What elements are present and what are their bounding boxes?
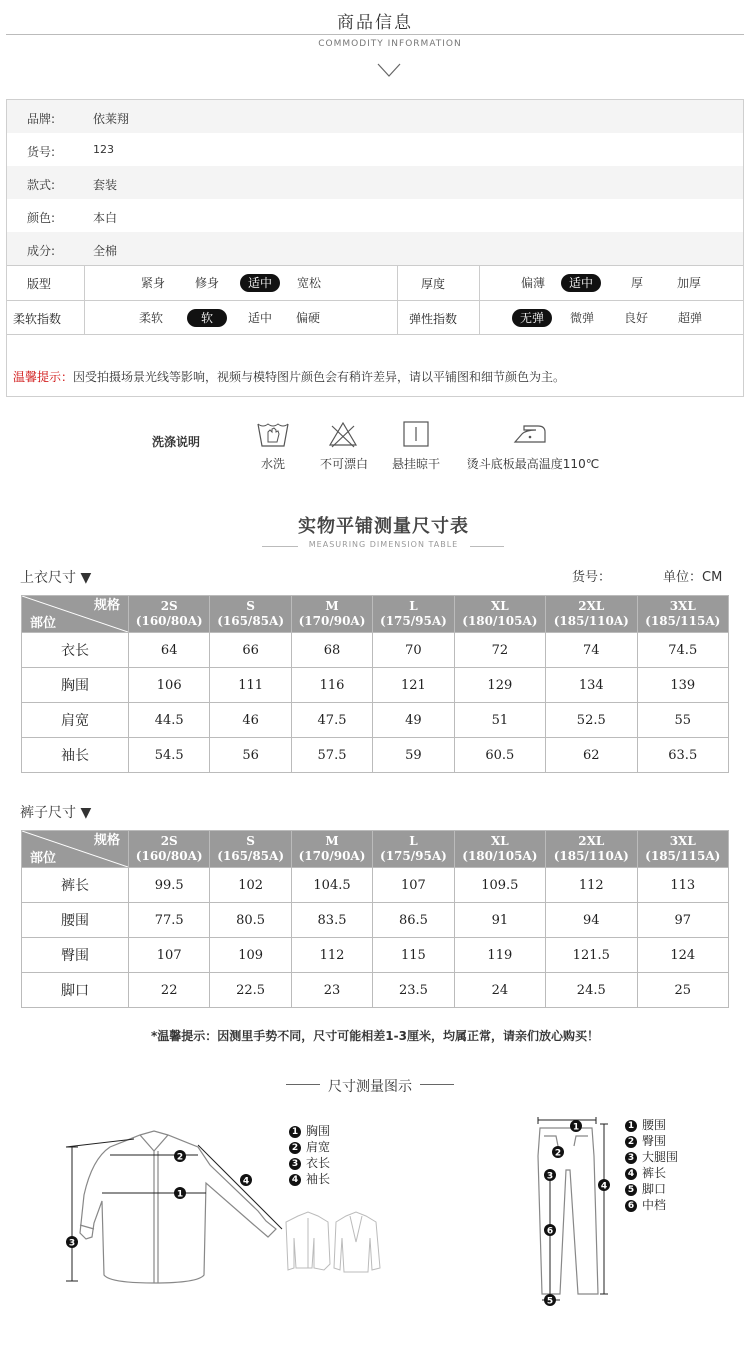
legend-item [625, 1134, 666, 1149]
size-header [373, 831, 454, 868]
info-row-item-no [7, 133, 743, 166]
table-cell: 97 [637, 903, 729, 938]
size-name: XL [490, 834, 509, 848]
svg-text:3: 3 [546, 1171, 554, 1182]
legend-number: 5 [625, 1184, 637, 1196]
size-header [546, 596, 637, 633]
size-header [637, 831, 729, 868]
thickness-option: 厚 [630, 276, 643, 290]
table-cell: 112 [546, 868, 637, 903]
table-cell: 23 [291, 973, 372, 1008]
size-name: S [246, 834, 255, 848]
table-row [22, 903, 729, 938]
table-cell: 113 [637, 868, 729, 903]
pants-size-title: 裤子尺寸 ▼ [20, 805, 92, 821]
info-key: 颜色: [27, 211, 56, 225]
table-cell: 47.5 [291, 703, 372, 738]
size-spec: (185/115A) [645, 849, 721, 863]
table-cell: 83.5 [291, 903, 372, 938]
corner-part: 部位 [30, 851, 57, 866]
table-cell: 109 [210, 938, 291, 973]
row-part: 肩宽 [22, 703, 129, 738]
thickness-option: 加厚 [676, 276, 701, 290]
table-cell: 72 [454, 633, 545, 668]
iron-icon [512, 420, 548, 446]
size-header [129, 831, 210, 868]
table-cell: 86.5 [373, 903, 454, 938]
table-cell: 64 [129, 633, 210, 668]
legend-label: 裤长 [642, 1166, 667, 1180]
table-cell: 119 [454, 938, 545, 973]
pants-diagram-icon [528, 1116, 618, 1308]
softness-option: 偏硬 [295, 311, 320, 325]
color-tip [13, 368, 565, 385]
legend-number: 6 [625, 1200, 637, 1212]
thickness-label: 厚度 [421, 277, 446, 291]
svg-text:5: 5 [546, 1296, 554, 1307]
row-part: 胸围 [22, 668, 129, 703]
corner-part: 部位 [30, 616, 57, 631]
attribute-grid [7, 265, 743, 335]
legend-label: 大腿围 [642, 1150, 679, 1164]
measure-note: *温馨提示：因测里手势不同，尺寸可能相差1-3厘米，均属正常，请亲们放心购买！ [151, 1029, 599, 1043]
size-name: M [325, 834, 339, 848]
elasticity-option-selected: 无弹 [512, 309, 552, 327]
legend-number: 4 [625, 1168, 637, 1180]
divider [420, 1084, 454, 1085]
svg-text:1: 1 [572, 1122, 580, 1133]
table-cell: 54.5 [129, 738, 210, 773]
fit-option-selected: 适中 [240, 274, 280, 292]
elasticity-label: 弹性指数 [409, 312, 458, 326]
svg-text:4: 4 [242, 1176, 250, 1187]
table-cell: 51 [454, 703, 545, 738]
table-cell: 24 [454, 973, 545, 1008]
info-row-style [7, 166, 743, 199]
item-no-label: 货号： [572, 570, 612, 585]
legend-item [625, 1182, 666, 1197]
table-cell: 99.5 [129, 868, 210, 903]
table-cell: 102 [210, 868, 291, 903]
size-name: 3XL [669, 599, 696, 613]
legend-label: 中档 [642, 1198, 667, 1212]
wash-label: 不可漂白 [319, 457, 368, 471]
tip-prefix: 温馨提示： [13, 370, 74, 384]
table-cell: 22 [129, 973, 210, 1008]
svg-text:2: 2 [554, 1148, 562, 1159]
info-key: 货号: [27, 145, 56, 159]
legend-number: 3 [625, 1152, 637, 1164]
wash-label: 悬挂晾干 [391, 457, 440, 471]
table-cell: 74 [546, 633, 637, 668]
table-row [22, 868, 729, 903]
legend-item [289, 1140, 330, 1155]
elasticity-option: 良好 [623, 311, 648, 325]
legend-item [289, 1172, 330, 1187]
table-cell: 49 [373, 703, 454, 738]
legend-label: 腰围 [642, 1118, 667, 1132]
table-cell: 139 [637, 668, 729, 703]
softness-option: 柔软 [138, 311, 163, 325]
fit-option: 宽松 [296, 276, 321, 290]
thickness-option-selected: 适中 [561, 274, 601, 292]
legend-label: 胸围 [306, 1124, 331, 1138]
table-cell: 46 [210, 703, 291, 738]
corner-header [22, 831, 129, 868]
table-cell: 56 [210, 738, 291, 773]
page-subtitle: COMMODITY INFORMATION [318, 39, 462, 49]
table-row [22, 633, 729, 668]
info-key: 款式: [27, 178, 56, 192]
size-spec: (170/90A) [298, 614, 366, 628]
chevron-down-icon [377, 62, 401, 78]
info-value: 依莱翔 [93, 112, 130, 126]
svg-text:3: 3 [68, 1238, 76, 1249]
size-header [210, 596, 291, 633]
info-value: 123 [93, 143, 114, 156]
size-spec: (170/90A) [298, 849, 366, 863]
pants-size-table [21, 830, 729, 1008]
divider [397, 266, 398, 335]
table-row [22, 703, 729, 738]
svg-text:2: 2 [176, 1152, 184, 1163]
row-part: 腰围 [22, 903, 129, 938]
table-row [22, 938, 729, 973]
size-spec: (180/105A) [462, 849, 538, 863]
info-value: 套装 [93, 178, 118, 192]
table-cell: 106 [129, 668, 210, 703]
table-cell: 121 [373, 668, 454, 703]
legend-item [625, 1150, 678, 1165]
elasticity-option: 微弹 [569, 311, 594, 325]
size-header [291, 596, 372, 633]
table-row [22, 668, 729, 703]
size-header [210, 831, 291, 868]
table-cell: 63.5 [637, 738, 729, 773]
corner-spec: 规格 [93, 833, 120, 848]
size-header [546, 831, 637, 868]
elasticity-option: 超弹 [677, 311, 702, 325]
legend-label: 衣长 [306, 1156, 331, 1170]
table-cell: 74.5 [637, 633, 729, 668]
table-cell: 134 [546, 668, 637, 703]
jacket-thumbnail-icon [284, 1208, 388, 1280]
row-part: 衣长 [22, 633, 129, 668]
size-spec: (165/85A) [217, 614, 284, 628]
size-name: L [409, 599, 418, 613]
size-header [291, 831, 372, 868]
table-row [22, 738, 729, 773]
size-name: 3XL [669, 834, 696, 848]
table-cell: 104.5 [291, 868, 372, 903]
info-key: 品牌: [27, 112, 56, 126]
legend-label: 臀围 [642, 1134, 667, 1148]
table-cell: 62 [546, 738, 637, 773]
page-title: 商品信息 [337, 13, 413, 33]
row-part: 脚口 [22, 973, 129, 1008]
figure-title: 尺寸测量图示 [328, 1079, 412, 1095]
table-cell: 109.5 [454, 868, 545, 903]
corner-header [22, 596, 129, 633]
table-cell: 112 [291, 938, 372, 973]
size-spec: (185/110A) [553, 614, 629, 628]
divider [470, 546, 504, 547]
table-cell: 77.5 [129, 903, 210, 938]
legend-item [289, 1156, 330, 1171]
info-row-brand [7, 100, 743, 133]
table-cell: 24.5 [546, 973, 637, 1008]
size-header [129, 596, 210, 633]
tip-text: 因受拍摄场景光线等影响，视频与模特图片颜色会有稍许差异，请以平铺图和细节颜色为主。 [73, 370, 566, 384]
table-cell: 116 [291, 668, 372, 703]
table-cell: 60.5 [454, 738, 545, 773]
fit-option: 紧身 [140, 276, 165, 290]
table-cell: 107 [129, 938, 210, 973]
svg-text:4: 4 [600, 1181, 608, 1192]
svg-text:6: 6 [546, 1226, 554, 1237]
table-cell: 94 [546, 903, 637, 938]
info-row-material [7, 232, 743, 265]
legend-item [625, 1118, 666, 1133]
table-cell: 22.5 [210, 973, 291, 1008]
top-size-title: 上衣尺寸 ▼ [20, 570, 92, 586]
shirt-diagram-icon [58, 1125, 290, 1290]
size-spec: (175/95A) [380, 849, 447, 863]
table-cell: 80.5 [210, 903, 291, 938]
info-value: 本白 [93, 211, 118, 225]
fit-option: 修身 [194, 276, 219, 290]
size-name: XL [490, 599, 509, 613]
softness-option: 适中 [247, 311, 272, 325]
table-row [22, 973, 729, 1008]
row-part: 裤长 [22, 868, 129, 903]
size-name: 2S [160, 599, 178, 613]
info-row-color [7, 199, 743, 232]
legend-number: 1 [625, 1120, 637, 1132]
softness-label: 柔软指数 [13, 312, 62, 326]
hang-dry-icon [402, 420, 430, 448]
legend-item [625, 1166, 666, 1181]
table-cell: 91 [454, 903, 545, 938]
top-size-table [21, 595, 729, 773]
size-spec: (175/95A) [380, 614, 447, 628]
table-cell: 57.5 [291, 738, 372, 773]
size-name: L [409, 834, 418, 848]
size-name: 2XL [578, 599, 605, 613]
legend-number: 4 [289, 1174, 301, 1186]
thickness-option: 偏薄 [520, 276, 545, 290]
size-spec: (185/110A) [553, 849, 629, 863]
size-spec: (185/115A) [645, 614, 721, 628]
table-cell: 44.5 [129, 703, 210, 738]
info-key: 成分: [27, 244, 56, 258]
table-cell: 68 [291, 633, 372, 668]
table-cell: 52.5 [546, 703, 637, 738]
measure-table-subtitle: MEASURING DIMENSION TABLE [308, 540, 459, 549]
info-value: 全棉 [93, 244, 118, 258]
legend-item [289, 1124, 330, 1139]
fit-label: 版型 [27, 277, 52, 291]
row-part: 臀围 [22, 938, 129, 973]
table-cell: 124 [637, 938, 729, 973]
size-header [454, 831, 545, 868]
table-cell: 121.5 [546, 938, 637, 973]
table-cell: 107 [373, 868, 454, 903]
row-part: 袖长 [22, 738, 129, 773]
divider [479, 266, 480, 335]
corner-spec: 规格 [93, 598, 120, 613]
size-name: 2S [160, 834, 178, 848]
hand-wash-icon [256, 420, 290, 450]
table-cell: 23.5 [373, 973, 454, 1008]
size-header [454, 596, 545, 633]
legend-number: 2 [625, 1136, 637, 1148]
table-cell: 59 [373, 738, 454, 773]
unit-label: 单位：CM [663, 570, 723, 585]
product-info-panel [6, 99, 744, 397]
table-cell: 115 [373, 938, 454, 973]
table-cell: 129 [454, 668, 545, 703]
size-spec: (160/80A) [135, 849, 203, 863]
wash-title: 洗涤说明 [152, 435, 201, 449]
legend-label: 脚口 [642, 1182, 667, 1196]
softness-option-selected: 软 [187, 309, 227, 327]
legend-number: 2 [289, 1142, 301, 1154]
no-bleach-icon [328, 420, 358, 448]
table-cell: 25 [637, 973, 729, 1008]
legend-number: 1 [289, 1126, 301, 1138]
size-spec: (165/85A) [217, 849, 284, 863]
header-divider [6, 34, 744, 35]
table-cell: 66 [210, 633, 291, 668]
wash-label: 水洗 [260, 457, 285, 471]
table-cell: 55 [637, 703, 729, 738]
size-spec: (180/105A) [462, 614, 538, 628]
table-cell: 70 [373, 633, 454, 668]
legend-label: 袖长 [306, 1172, 331, 1186]
table-cell: 111 [210, 668, 291, 703]
wash-label: 烫斗底板最高温度110℃ [466, 457, 600, 471]
size-header [373, 596, 454, 633]
size-name: M [325, 599, 339, 613]
size-name: 2XL [578, 834, 605, 848]
divider [7, 300, 743, 301]
measure-table-title: 实物平铺测量尺寸表 [298, 516, 469, 537]
size-name: S [246, 599, 255, 613]
size-spec: (160/80A) [135, 614, 203, 628]
divider [84, 266, 85, 335]
legend-item [625, 1198, 666, 1213]
legend-number: 3 [289, 1158, 301, 1170]
legend-label: 肩宽 [306, 1140, 331, 1154]
svg-text:1: 1 [176, 1189, 184, 1200]
size-header [637, 596, 729, 633]
